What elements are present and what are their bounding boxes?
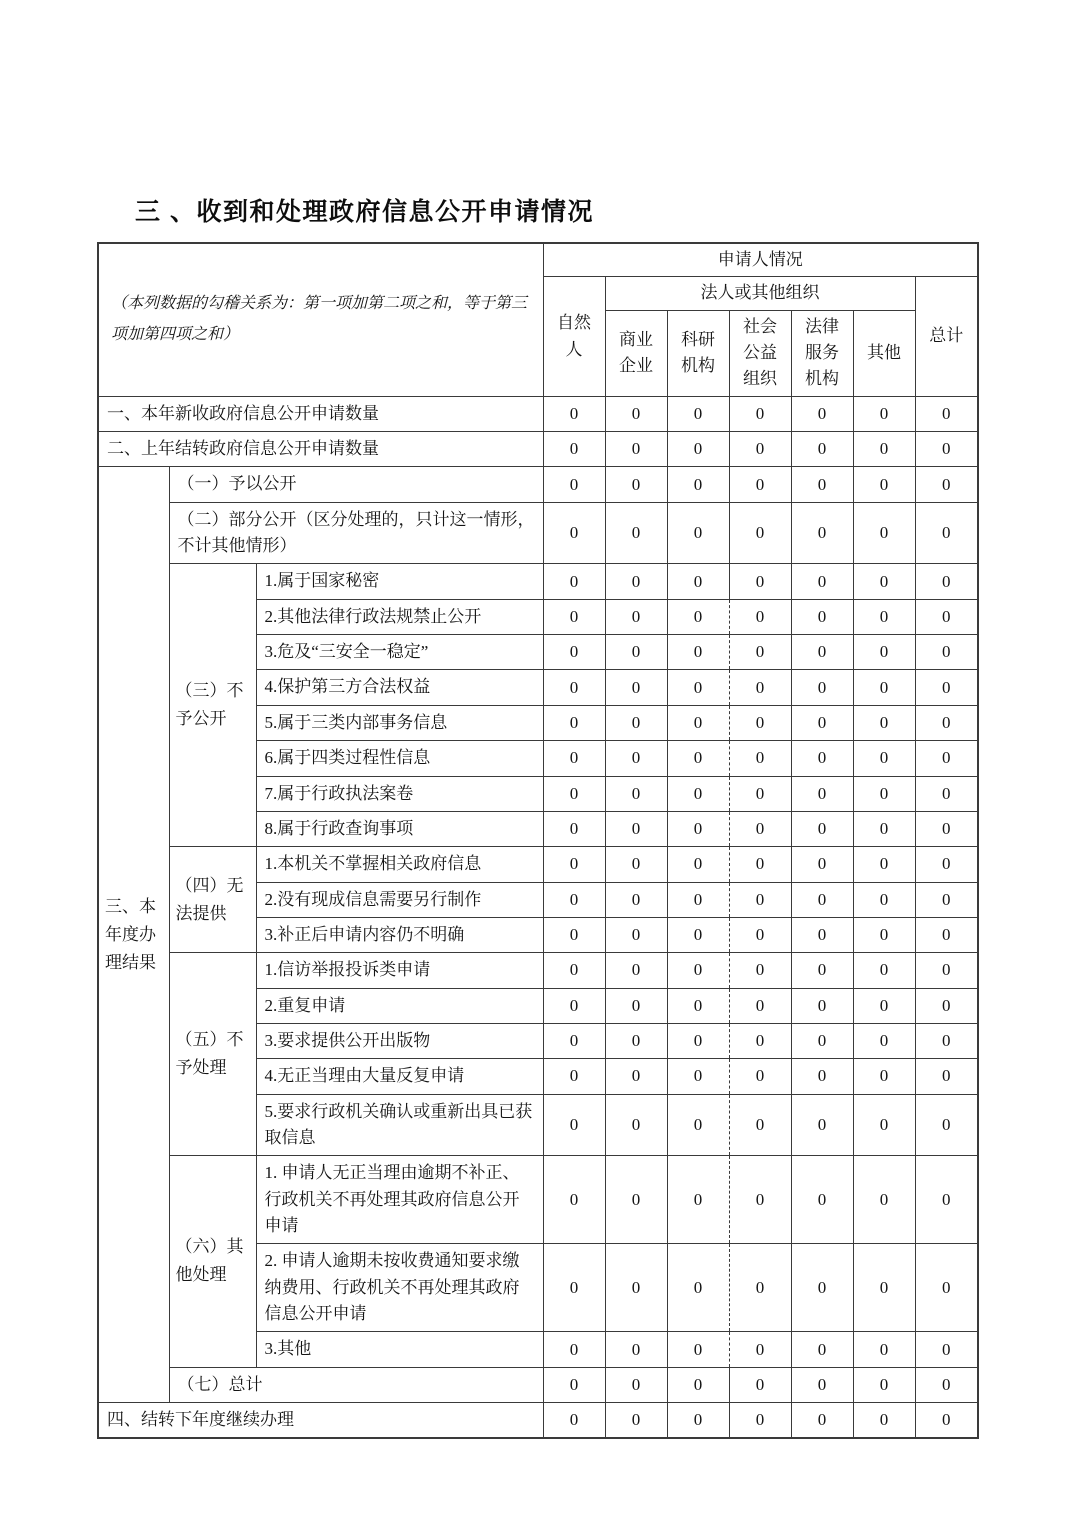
value-cell: 0 — [915, 564, 978, 599]
row-label: 2.重复申请 — [256, 988, 543, 1023]
value-cell: 0 — [543, 1244, 605, 1332]
value-cell: 0 — [791, 502, 853, 564]
value-cell: 0 — [667, 396, 729, 431]
value-cell: 0 — [667, 1403, 729, 1439]
value-cell: 0 — [915, 1403, 978, 1439]
value-cell: 0 — [605, 467, 667, 502]
row-label: 1.本机关不掌握相关政府信息 — [256, 847, 543, 882]
header-col-other: 其他 — [853, 310, 915, 396]
value-cell: 0 — [853, 741, 915, 776]
row-label: 1. 申请人无正当理由逾期不补正、行政机关不再处理其政府信息公开申请 — [256, 1156, 543, 1244]
value-cell: 0 — [915, 1023, 978, 1058]
value-cell: 0 — [791, 882, 853, 917]
value-cell: 0 — [915, 1367, 978, 1402]
value-cell: 0 — [667, 705, 729, 740]
value-cell: 0 — [667, 1094, 729, 1156]
value-cell: 0 — [605, 741, 667, 776]
value-cell: 0 — [915, 396, 978, 431]
value-cell: 0 — [729, 988, 791, 1023]
row-label: 2.其他法律行政法规禁止公开 — [256, 599, 543, 634]
value-cell: 0 — [853, 502, 915, 564]
value-cell: 0 — [667, 1059, 729, 1094]
value-cell: 0 — [543, 1023, 605, 1058]
value-cell: 0 — [667, 776, 729, 811]
value-cell: 0 — [853, 432, 915, 467]
group-label: （六）其他处理 — [169, 1156, 256, 1367]
section-label: 三、本年度办理结果 — [98, 467, 169, 1403]
value-cell: 0 — [605, 635, 667, 670]
value-cell: 0 — [543, 705, 605, 740]
value-cell: 0 — [791, 1094, 853, 1156]
value-cell: 0 — [543, 1403, 605, 1439]
value-cell: 0 — [853, 467, 915, 502]
value-cell: 0 — [543, 396, 605, 431]
header-natural-person: 自然人 — [543, 277, 605, 396]
value-cell: 0 — [605, 847, 667, 882]
value-cell: 0 — [791, 705, 853, 740]
value-cell: 0 — [915, 988, 978, 1023]
value-cell: 0 — [605, 432, 667, 467]
row-label: 1.属于国家秘密 — [256, 564, 543, 599]
table-note: （本列数据的勾稽关系为：第一项加第二项之和，等于第三项加第四项之和） — [98, 243, 543, 396]
header-row — [98, 243, 978, 277]
value-cell: 0 — [853, 1244, 915, 1332]
value-cell: 0 — [791, 670, 853, 705]
value-cell: 0 — [667, 635, 729, 670]
value-cell: 0 — [791, 396, 853, 431]
value-cell: 0 — [853, 599, 915, 634]
value-cell: 0 — [915, 670, 978, 705]
value-cell: 0 — [853, 988, 915, 1023]
value-cell: 0 — [853, 811, 915, 846]
value-cell: 0 — [915, 705, 978, 740]
value-cell: 0 — [729, 811, 791, 846]
value-cell: 0 — [605, 1403, 667, 1439]
value-cell: 0 — [729, 432, 791, 467]
value-cell: 0 — [915, 1332, 978, 1367]
value-cell: 0 — [729, 1367, 791, 1402]
table-row — [98, 1403, 978, 1439]
value-cell: 0 — [729, 705, 791, 740]
value-cell: 0 — [605, 396, 667, 431]
value-cell: 0 — [791, 1023, 853, 1058]
table-row — [98, 953, 978, 988]
value-cell: 0 — [915, 741, 978, 776]
value-cell: 0 — [543, 467, 605, 502]
value-cell: 0 — [853, 776, 915, 811]
value-cell: 0 — [853, 1094, 915, 1156]
value-cell: 0 — [853, 1403, 915, 1439]
table-row — [98, 1367, 978, 1402]
value-cell: 0 — [729, 917, 791, 952]
value-cell: 0 — [667, 1332, 729, 1367]
value-cell: 0 — [791, 1367, 853, 1402]
value-cell: 0 — [853, 1332, 915, 1367]
report-table — [97, 242, 979, 1439]
value-cell: 0 — [729, 882, 791, 917]
value-cell: 0 — [791, 635, 853, 670]
value-cell: 0 — [667, 1367, 729, 1402]
value-cell: 0 — [605, 988, 667, 1023]
value-cell: 0 — [605, 1023, 667, 1058]
value-cell: 0 — [667, 882, 729, 917]
value-cell: 0 — [605, 1156, 667, 1244]
value-cell: 0 — [853, 564, 915, 599]
value-cell: 0 — [667, 1156, 729, 1244]
row-label: 5.要求行政机关确认或重新出具已获取信息 — [256, 1094, 543, 1156]
value-cell: 0 — [667, 432, 729, 467]
value-cell: 0 — [853, 635, 915, 670]
page-title: 三 、收到和处理政府信息公开申请情况 — [135, 198, 594, 226]
value-cell: 0 — [915, 432, 978, 467]
table-row — [98, 502, 978, 564]
value-cell: 0 — [853, 1023, 915, 1058]
value-cell: 0 — [605, 1367, 667, 1402]
value-cell: 0 — [543, 811, 605, 846]
value-cell: 0 — [605, 1094, 667, 1156]
row-label: 8.属于行政查询事项 — [256, 811, 543, 846]
group-label: （五）不予处理 — [169, 953, 256, 1156]
row-label: 二、上年结转政府信息公开申请数量 — [98, 432, 543, 467]
value-cell: 0 — [543, 1332, 605, 1367]
value-cell: 0 — [543, 847, 605, 882]
value-cell: 0 — [915, 953, 978, 988]
value-cell: 0 — [915, 882, 978, 917]
value-cell: 0 — [791, 1244, 853, 1332]
value-cell: 0 — [667, 1023, 729, 1058]
value-cell: 0 — [915, 917, 978, 952]
row-label: 3.要求提供公开出版物 — [256, 1023, 543, 1058]
value-cell: 0 — [729, 599, 791, 634]
value-cell: 0 — [543, 1059, 605, 1094]
header-col-research-institution: 科研机构 — [667, 310, 729, 396]
value-cell: 0 — [667, 741, 729, 776]
header-col-public-welfare-org: 社会公益组织 — [729, 310, 791, 396]
value-cell: 0 — [791, 741, 853, 776]
row-label: 3.危及“三安全一稳定” — [256, 635, 543, 670]
value-cell: 0 — [853, 847, 915, 882]
header-col-business-enterprise: 商业企业 — [605, 310, 667, 396]
header-applicant-group: 申请人情况 — [543, 243, 978, 277]
value-cell: 0 — [543, 564, 605, 599]
value-cell: 0 — [791, 776, 853, 811]
value-cell: 0 — [605, 1244, 667, 1332]
row-label: （一）予以公开 — [169, 467, 543, 502]
row-label: （二）部分公开（区分处理的，只计这一情形，不计其他情形） — [169, 502, 543, 564]
table-row — [98, 564, 978, 599]
value-cell: 0 — [605, 502, 667, 564]
value-cell: 0 — [791, 988, 853, 1023]
value-cell: 0 — [605, 670, 667, 705]
value-cell: 0 — [605, 705, 667, 740]
value-cell: 0 — [667, 670, 729, 705]
value-cell: 0 — [791, 1403, 853, 1439]
value-cell: 0 — [729, 670, 791, 705]
value-cell: 0 — [605, 953, 667, 988]
value-cell: 0 — [853, 670, 915, 705]
value-cell: 0 — [543, 635, 605, 670]
value-cell: 0 — [729, 396, 791, 431]
value-cell: 0 — [543, 953, 605, 988]
value-cell: 0 — [915, 776, 978, 811]
value-cell: 0 — [791, 432, 853, 467]
value-cell: 0 — [543, 670, 605, 705]
value-cell: 0 — [543, 432, 605, 467]
value-cell: 0 — [729, 847, 791, 882]
row-label: 2. 申请人逾期未按收费通知要求缴纳费用、行政机关不再处理其政府信息公开申请 — [256, 1244, 543, 1332]
value-cell: 0 — [853, 882, 915, 917]
value-cell: 0 — [667, 917, 729, 952]
value-cell: 0 — [605, 776, 667, 811]
value-cell: 0 — [915, 847, 978, 882]
value-cell: 0 — [605, 599, 667, 634]
value-cell: 0 — [543, 776, 605, 811]
value-cell: 0 — [853, 917, 915, 952]
row-label: 4.无正当理由大量反复申请 — [256, 1059, 543, 1094]
value-cell: 0 — [853, 1367, 915, 1402]
value-cell: 0 — [667, 467, 729, 502]
row-label: 5.属于三类内部事务信息 — [256, 705, 543, 740]
table-row — [98, 1156, 978, 1244]
table-row — [98, 467, 978, 502]
value-cell: 0 — [605, 1059, 667, 1094]
row-label: 1.信访举报投诉类申请 — [256, 953, 543, 988]
value-cell: 0 — [853, 705, 915, 740]
value-cell: 0 — [543, 599, 605, 634]
value-cell: 0 — [791, 564, 853, 599]
value-cell: 0 — [543, 917, 605, 952]
value-cell: 0 — [543, 882, 605, 917]
row-label: 2.没有现成信息需要另行制作 — [256, 882, 543, 917]
value-cell: 0 — [543, 502, 605, 564]
value-cell: 0 — [729, 1059, 791, 1094]
value-cell: 0 — [667, 564, 729, 599]
value-cell: 0 — [915, 467, 978, 502]
group-label: （四）无法提供 — [169, 847, 256, 953]
table-row — [98, 396, 978, 431]
value-cell: 0 — [667, 811, 729, 846]
value-cell: 0 — [729, 1244, 791, 1332]
value-cell: 0 — [853, 1156, 915, 1244]
value-cell: 0 — [605, 564, 667, 599]
value-cell: 0 — [791, 811, 853, 846]
value-cell: 0 — [791, 467, 853, 502]
header-total: 总计 — [915, 277, 978, 396]
group-label: （三）不予公开 — [169, 564, 256, 847]
row-label: 3.其他 — [256, 1332, 543, 1367]
value-cell: 0 — [543, 1156, 605, 1244]
value-cell: 0 — [667, 502, 729, 564]
value-cell: 0 — [791, 1156, 853, 1244]
header-legal-entity-group: 法人或其他组织 — [605, 277, 915, 310]
value-cell: 0 — [667, 953, 729, 988]
value-cell: 0 — [853, 396, 915, 431]
value-cell: 0 — [729, 953, 791, 988]
value-cell: 0 — [729, 1094, 791, 1156]
value-cell: 0 — [915, 1094, 978, 1156]
value-cell: 0 — [729, 1332, 791, 1367]
table-row — [98, 432, 978, 467]
value-cell: 0 — [729, 1023, 791, 1058]
value-cell: 0 — [915, 599, 978, 634]
value-cell: 0 — [543, 1094, 605, 1156]
row-label: 四、结转下年度继续办理 — [98, 1403, 543, 1439]
value-cell: 0 — [667, 599, 729, 634]
value-cell: 0 — [729, 635, 791, 670]
value-cell: 0 — [791, 1059, 853, 1094]
value-cell: 0 — [543, 988, 605, 1023]
value-cell: 0 — [543, 741, 605, 776]
value-cell: 0 — [915, 635, 978, 670]
value-cell: 0 — [853, 953, 915, 988]
value-cell: 0 — [729, 502, 791, 564]
value-cell: 0 — [605, 917, 667, 952]
header-col-legal-service-org: 法律服务机构 — [791, 310, 853, 396]
value-cell: 0 — [791, 917, 853, 952]
value-cell: 0 — [791, 953, 853, 988]
value-cell: 0 — [853, 1059, 915, 1094]
value-cell: 0 — [667, 847, 729, 882]
value-cell: 0 — [791, 1332, 853, 1367]
value-cell: 0 — [543, 1367, 605, 1402]
row-label: （七）总计 — [169, 1367, 543, 1402]
value-cell: 0 — [729, 741, 791, 776]
value-cell: 0 — [729, 776, 791, 811]
value-cell: 0 — [791, 599, 853, 634]
value-cell: 0 — [915, 502, 978, 564]
value-cell: 0 — [915, 811, 978, 846]
value-cell: 0 — [729, 467, 791, 502]
value-cell: 0 — [791, 847, 853, 882]
row-label: 一、本年新收政府信息公开申请数量 — [98, 396, 543, 431]
value-cell: 0 — [915, 1059, 978, 1094]
value-cell: 0 — [729, 1403, 791, 1439]
value-cell: 0 — [729, 1156, 791, 1244]
value-cell: 0 — [605, 1332, 667, 1367]
value-cell: 0 — [729, 564, 791, 599]
row-label: 4.保护第三方合法权益 — [256, 670, 543, 705]
value-cell: 0 — [605, 882, 667, 917]
table-row — [98, 847, 978, 882]
value-cell: 0 — [667, 1244, 729, 1332]
row-label: 7.属于行政执法案卷 — [256, 776, 543, 811]
value-cell: 0 — [915, 1156, 978, 1244]
value-cell: 0 — [667, 988, 729, 1023]
row-label: 6.属于四类过程性信息 — [256, 741, 543, 776]
value-cell: 0 — [605, 811, 667, 846]
value-cell: 0 — [915, 1244, 978, 1332]
row-label: 3.补正后申请内容仍不明确 — [256, 917, 543, 952]
